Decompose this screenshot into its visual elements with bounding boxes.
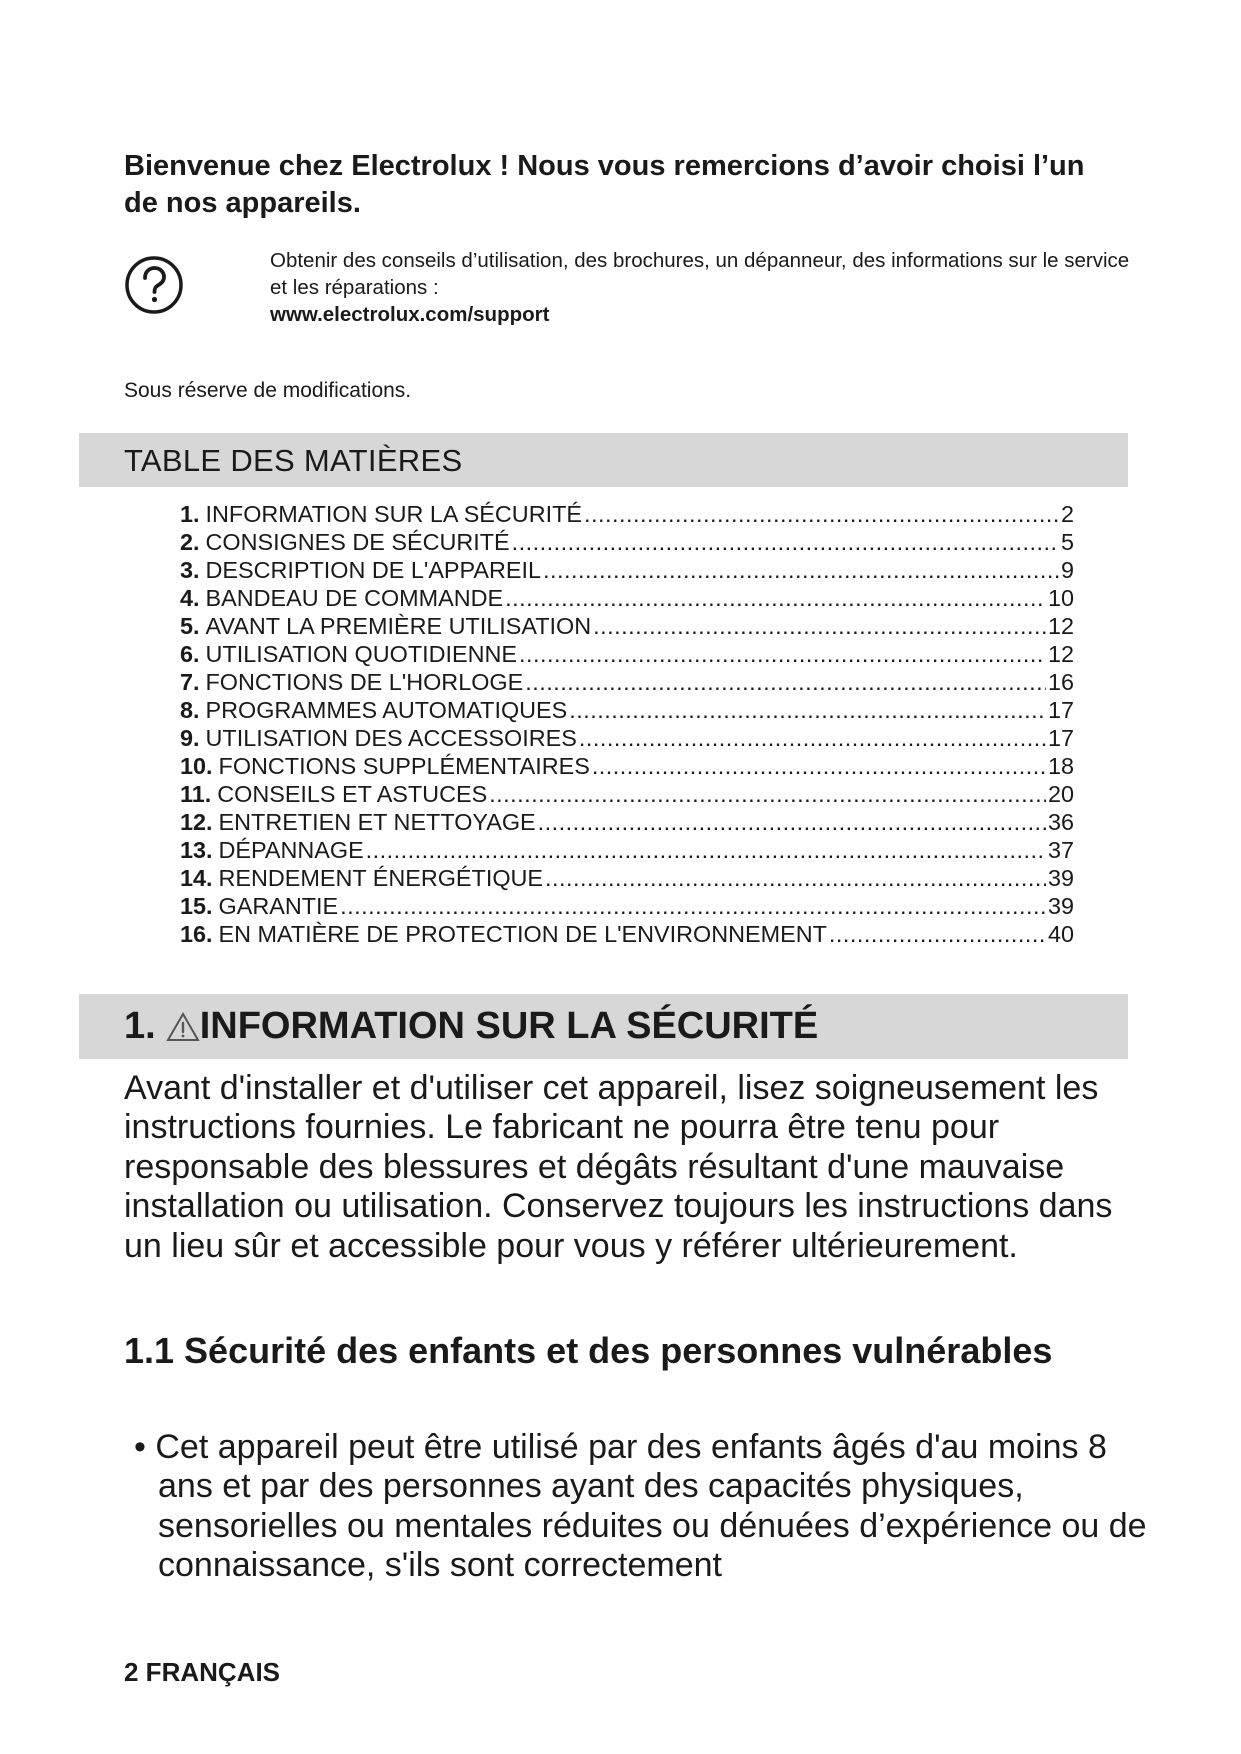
toc-leader: [525, 669, 1046, 696]
toc-item[interactable]: [180, 809, 1074, 837]
toc-header-band: [79, 433, 1128, 487]
toc-item-page: 17: [1047, 697, 1074, 723]
toc-item[interactable]: [180, 725, 1074, 753]
toc-item-page: 9: [1060, 557, 1074, 583]
toc-leader: [340, 893, 1046, 920]
toc-item-page: 12: [1047, 613, 1074, 639]
safety-intro-paragraph: Avant d'installer et d'utiliser cet appareil, lisez soigneusement les instructions fournies. Le fabricant ne pourra être tenu pour responsable des blessures et dégâts résultant d'une mauvaise installation ou utilisation. Conservez toujours les instructions dans un lieu sûr et accessible pour vous y référer ultérieurement.: [124, 1069, 1113, 1265]
toc-item-label: AVANT LA PREMIÈRE UTILISATION: [205, 613, 592, 639]
toc-item-page: 5: [1060, 529, 1074, 555]
toc-leader: [592, 753, 1046, 780]
toc-item[interactable]: [180, 669, 1074, 697]
toc-item-number: 4.: [180, 585, 200, 611]
toc-item-number: 16.: [180, 921, 213, 947]
toc-item-page: 16: [1047, 669, 1074, 695]
toc-title: TABLE DES MATIÈRES: [124, 443, 463, 478]
toc-item-page: 36: [1047, 809, 1074, 835]
toc-leader: [593, 613, 1046, 640]
toc-item-label: FONCTIONS SUPPLÉMENTAIRES: [218, 753, 590, 779]
toc-item-label: GARANTIE: [218, 893, 339, 919]
toc-leader: [366, 837, 1046, 864]
toc-item-label: CONSIGNES DE SÉCURITÉ: [205, 529, 510, 555]
toc-item[interactable]: [180, 557, 1074, 585]
toc-item-label: ENTRETIEN ET NETTOYAGE: [218, 809, 536, 835]
toc-leader: [579, 725, 1046, 752]
toc-item-label: FONCTIONS DE L'HORLOGE: [205, 669, 524, 695]
toc-item-number: 10.: [180, 753, 213, 779]
toc-item-number: 9.: [180, 725, 200, 751]
toc-leader: [545, 865, 1046, 892]
question-circle-icon: [123, 254, 185, 316]
modification-notice: Sous réserve de modifications.: [124, 379, 412, 402]
support-description: Obtenir des conseils d’utilisation, des brochures, un dépanneur, des informations sur le service et les réparations :: [270, 249, 1130, 299]
toc-item[interactable]: [180, 641, 1074, 669]
toc-item[interactable]: [180, 529, 1074, 557]
toc-item-number: 5.: [180, 613, 200, 639]
toc-item[interactable]: [180, 697, 1074, 725]
page-footer: 2 FRANÇAIS: [124, 1657, 281, 1687]
toc-leader: [512, 529, 1059, 556]
toc-item-page: 39: [1047, 865, 1074, 891]
toc-item-label: RENDEMENT ÉNERGÉTIQUE: [218, 865, 544, 891]
toc-item-page: 20: [1047, 781, 1074, 807]
toc-item-label: CONSEILS ET ASTUCES: [217, 781, 488, 807]
toc-item-page: 40: [1047, 921, 1074, 947]
toc-item-page: 18: [1047, 753, 1074, 779]
toc-item-number: 3.: [180, 557, 200, 583]
bullet-paragraph: • Cet appareil peut être utilisé par des enfants âgés d'au moins 8 ans et par des personnes ayant des capacités physiques, sensorielles ou mentales réduites ou dénuées d’expérience ou de connaissance, s'ils sont correctement: [134, 1428, 1147, 1585]
toc-leader: [489, 781, 1046, 808]
section-header-band: [79, 994, 1128, 1059]
toc-item-label: BANDEAU DE COMMANDE: [205, 585, 504, 611]
toc-item-page: 37: [1047, 837, 1074, 863]
toc-item-number: 8.: [180, 697, 200, 723]
toc-item[interactable]: [180, 753, 1074, 781]
toc-item[interactable]: [180, 781, 1074, 809]
toc-item-number: 2.: [180, 529, 200, 555]
toc-leader: [829, 921, 1046, 948]
toc-item-number: 6.: [180, 641, 200, 667]
toc-leader: [543, 557, 1059, 584]
toc-item[interactable]: [180, 501, 1074, 529]
toc-item-number: 15.: [180, 893, 213, 919]
toc-item-page: 17: [1047, 725, 1074, 751]
toc-item[interactable]: [180, 613, 1074, 641]
toc-item-page: 10: [1047, 585, 1074, 611]
warning-triangle-icon: [166, 1012, 200, 1042]
toc-item[interactable]: [180, 893, 1074, 921]
table-of-contents: [180, 501, 1074, 949]
toc-item-label: UTILISATION QUOTIDIENNE: [205, 641, 517, 667]
toc-item-number: 13.: [180, 837, 213, 863]
toc-item-number: 11.: [180, 781, 212, 807]
toc-item[interactable]: [180, 865, 1074, 893]
subsection-title: 1.1 Sécurité des enfants et des personnes vulnérables: [124, 1330, 1053, 1371]
toc-item[interactable]: [180, 837, 1074, 865]
toc-item-number: 12.: [180, 809, 213, 835]
toc-leader: [538, 809, 1046, 836]
toc-item-label: UTILISATION DES ACCESSOIRES: [205, 725, 577, 751]
toc-leader: [584, 501, 1059, 528]
section-number: 1.: [124, 1005, 156, 1047]
toc-item[interactable]: [180, 585, 1074, 613]
section-title-text: INFORMATION SUR LA SÉCURITÉ: [199, 1005, 819, 1047]
toc-item-label: EN MATIÈRE DE PROTECTION DE L'ENVIRONNEMENT: [218, 921, 827, 947]
toc-leader: [505, 585, 1046, 612]
toc-item-label: PROGRAMMES AUTOMATIQUES: [205, 697, 568, 723]
toc-item-number: 14.: [180, 865, 213, 891]
support-info: [270, 247, 1130, 328]
toc-item[interactable]: [180, 921, 1074, 949]
toc-item-number: 1.: [180, 501, 200, 527]
section-title: [124, 1005, 818, 1048]
toc-item-number: 7.: [180, 669, 200, 695]
toc-item-page: 12: [1047, 641, 1074, 667]
toc-leader: [569, 697, 1046, 724]
toc-item-page: 2: [1060, 501, 1074, 527]
welcome-heading: Bienvenue chez Electrolux ! Nous vous remercions d’avoir choisi l’un de nos appareils.: [124, 150, 1085, 219]
toc-item-label: INFORMATION SUR LA SÉCURITÉ: [205, 501, 582, 527]
toc-item-page: 39: [1047, 893, 1074, 919]
toc-item-label: DÉPANNAGE: [218, 837, 364, 863]
support-url-link[interactable]: www.electrolux.com/support: [270, 303, 550, 326]
toc-leader: [519, 641, 1046, 668]
toc-item-label: DESCRIPTION DE L'APPAREIL: [205, 557, 542, 583]
